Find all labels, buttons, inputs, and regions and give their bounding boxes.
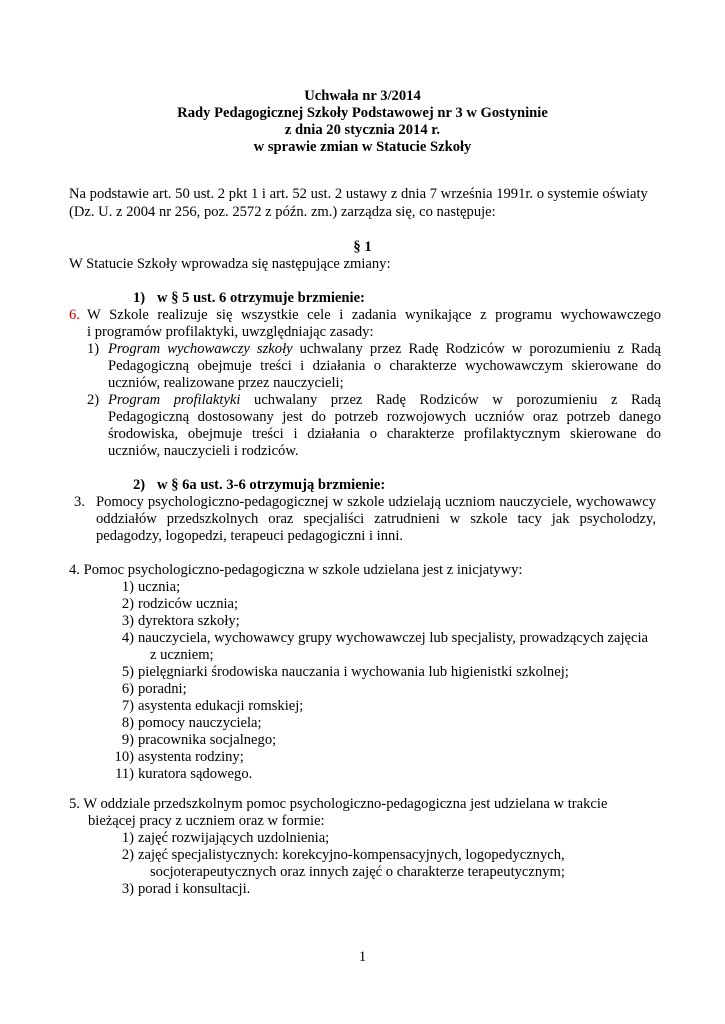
page-number: 1 <box>358 949 367 965</box>
list-item-number: 11) <box>115 766 134 782</box>
paragraph-5-line-2: bieżącej pracy z uczniem oraz w formie: <box>88 813 325 829</box>
list-item: pomocy nauczyciela; <box>138 715 262 731</box>
list-item: asystenta rodziny; <box>138 749 244 765</box>
list-item-number: 5) <box>121 664 134 680</box>
change-1-heading: w § 5 ust. 6 otrzymuje brzmienie: <box>157 290 365 306</box>
list-item: pielęgniarki środowiska nauczania i wychowania lub higienistki szkolnej; <box>138 664 569 680</box>
list-item-number: 9) <box>121 732 134 748</box>
change-2-heading: w § 6a ust. 3-6 otrzymują brzmienie: <box>157 477 386 493</box>
paragraph-5-line-1: 5. W oddziale przedszkolnym pomoc psychologiczno-pedagogiczna jest udzielana w trakcie <box>69 796 608 812</box>
paragraph-3-line-2: oddziałów przedszkolnych oraz specjaliści zatrudnieni w szkole tacy jak psycholodzy, <box>96 511 656 527</box>
list-item-number: 1) <box>121 830 134 846</box>
resolution-number: Uchwała nr 3/2014 <box>304 88 421 104</box>
list-item: dyrektora szkoły; <box>138 613 240 629</box>
list-item-number: 8) <box>121 715 134 731</box>
list-item: socjoterapeutycznych oraz innych zajęć o charakterze terapeutycznym; <box>150 864 565 880</box>
list-item: z uczniem; <box>150 647 214 663</box>
item-2-line-1-text: uchwalany przez Radę Rodziców w porozumieniu z Radą <box>240 392 661 408</box>
list-item-number: 1) <box>121 579 134 595</box>
section-mark: § 1 <box>353 239 372 255</box>
item-1-line-1 <box>108 341 661 358</box>
item-1-line-1-text: uchwalany przez Radę Rodziców w porozumieniu z Radą <box>292 341 661 357</box>
paragraph-4-intro: 4. Pomoc psychologiczno-pedagogiczna w szkole udzielana jest z inicjatywy: <box>69 562 523 578</box>
list-item: rodziców ucznia; <box>138 596 239 612</box>
preamble-line-2: (Dz. U. z 2004 nr 256, poz. 2572 z późn. zm.) zarządza się, co następuje: <box>69 204 496 220</box>
list-item-number: 3) <box>121 613 134 629</box>
paragraph-6-line-1: W Szkole realizuje się wszystkie cele i zadania wynikające z programu wychowawczego <box>87 307 661 323</box>
list-item: nauczyciela, wychowawcy grupy wychowawczej lub specjalisty, prowadzących zajęcia <box>138 630 649 646</box>
paragraph-3-number: 3. <box>74 494 85 510</box>
issuing-body: Rady Pedagogicznej Szkoły Podstawowej nr 3 w Gostyninie <box>177 105 548 121</box>
list-item: asystenta edukacji romskiej; <box>138 698 304 714</box>
list-item-number: 3) <box>121 881 134 897</box>
list-item-number: 6) <box>121 681 134 697</box>
list-item: zajęć rozwijających uzdolnienia; <box>138 830 330 846</box>
program-wychowawczy-term: Program wychowawczy szkoły <box>108 341 293 357</box>
list-item: kuratora sądowego. <box>138 766 253 782</box>
item-2-line-2: Pedagogiczną dostosowany jest do potrzeb rozwojowych uczniów oraz potrzeb danego <box>108 409 661 425</box>
item-1-number: 1) <box>87 341 100 357</box>
paragraph-3-line-1: Pomocy psychologiczno-pedagogicznej w szkole udzielają uczniom nauczyciele, wychowawcy <box>96 494 656 510</box>
list-item-number: 4) <box>121 630 134 646</box>
resolution-subject: w sprawie zmian w Statucie Szkoły <box>253 139 472 155</box>
list-item-number: 2) <box>121 596 134 612</box>
list-item: poradni; <box>138 681 187 697</box>
preamble-line-1: Na podstawie art. 50 ust. 2 pkt 1 i art. 52 ust. 2 ustawy z dnia 7 września 1991r. o systemie oświaty <box>69 186 648 202</box>
resolution-date: z dnia 20 stycznia 2014 r. <box>284 122 441 138</box>
list-item: porad i konsultacji. <box>138 881 251 897</box>
list-item: pracownika socjalnego; <box>138 732 277 748</box>
section-intro: W Statucie Szkoły wprowadza się następujące zmiany: <box>69 256 391 272</box>
list-item-number: 7) <box>121 698 134 714</box>
paragraph-6-number: 6. <box>69 307 80 323</box>
program-profilaktyki-term: Program profilaktyki <box>108 392 241 408</box>
paragraph-6-line-2: i programów profilaktyki, uwzględniając zasady: <box>87 324 374 340</box>
paragraph-3-line-3: pedagodzy, logopedzi, terapeuci pedagogiczni i inni. <box>96 528 404 544</box>
item-2-line-4: uczniów, nauczycieli i rodziców. <box>108 443 299 459</box>
change-1-number: 1) <box>133 290 146 306</box>
item-2-line-1 <box>108 392 661 409</box>
item-2-line-3: środowiska, obejmuje treści i działania o charakterze profilaktycznym skierowane do <box>108 426 661 442</box>
change-2-number: 2) <box>133 477 146 493</box>
list-item-number: 2) <box>121 847 134 863</box>
list-item: zajęć specjalistycznych: korekcyjno-kompensacyjnych, logopedycznych, <box>138 847 565 863</box>
item-2-number: 2) <box>87 392 100 408</box>
list-item-number: 10) <box>114 749 134 765</box>
list-item: ucznia; <box>138 579 181 595</box>
item-1-line-3: uczniów, realizowane przez nauczycieli; <box>108 375 344 391</box>
item-1-line-2: Pedagogiczną obejmuje treści i działania o charakterze wychowawczym skierowane do <box>108 358 661 374</box>
